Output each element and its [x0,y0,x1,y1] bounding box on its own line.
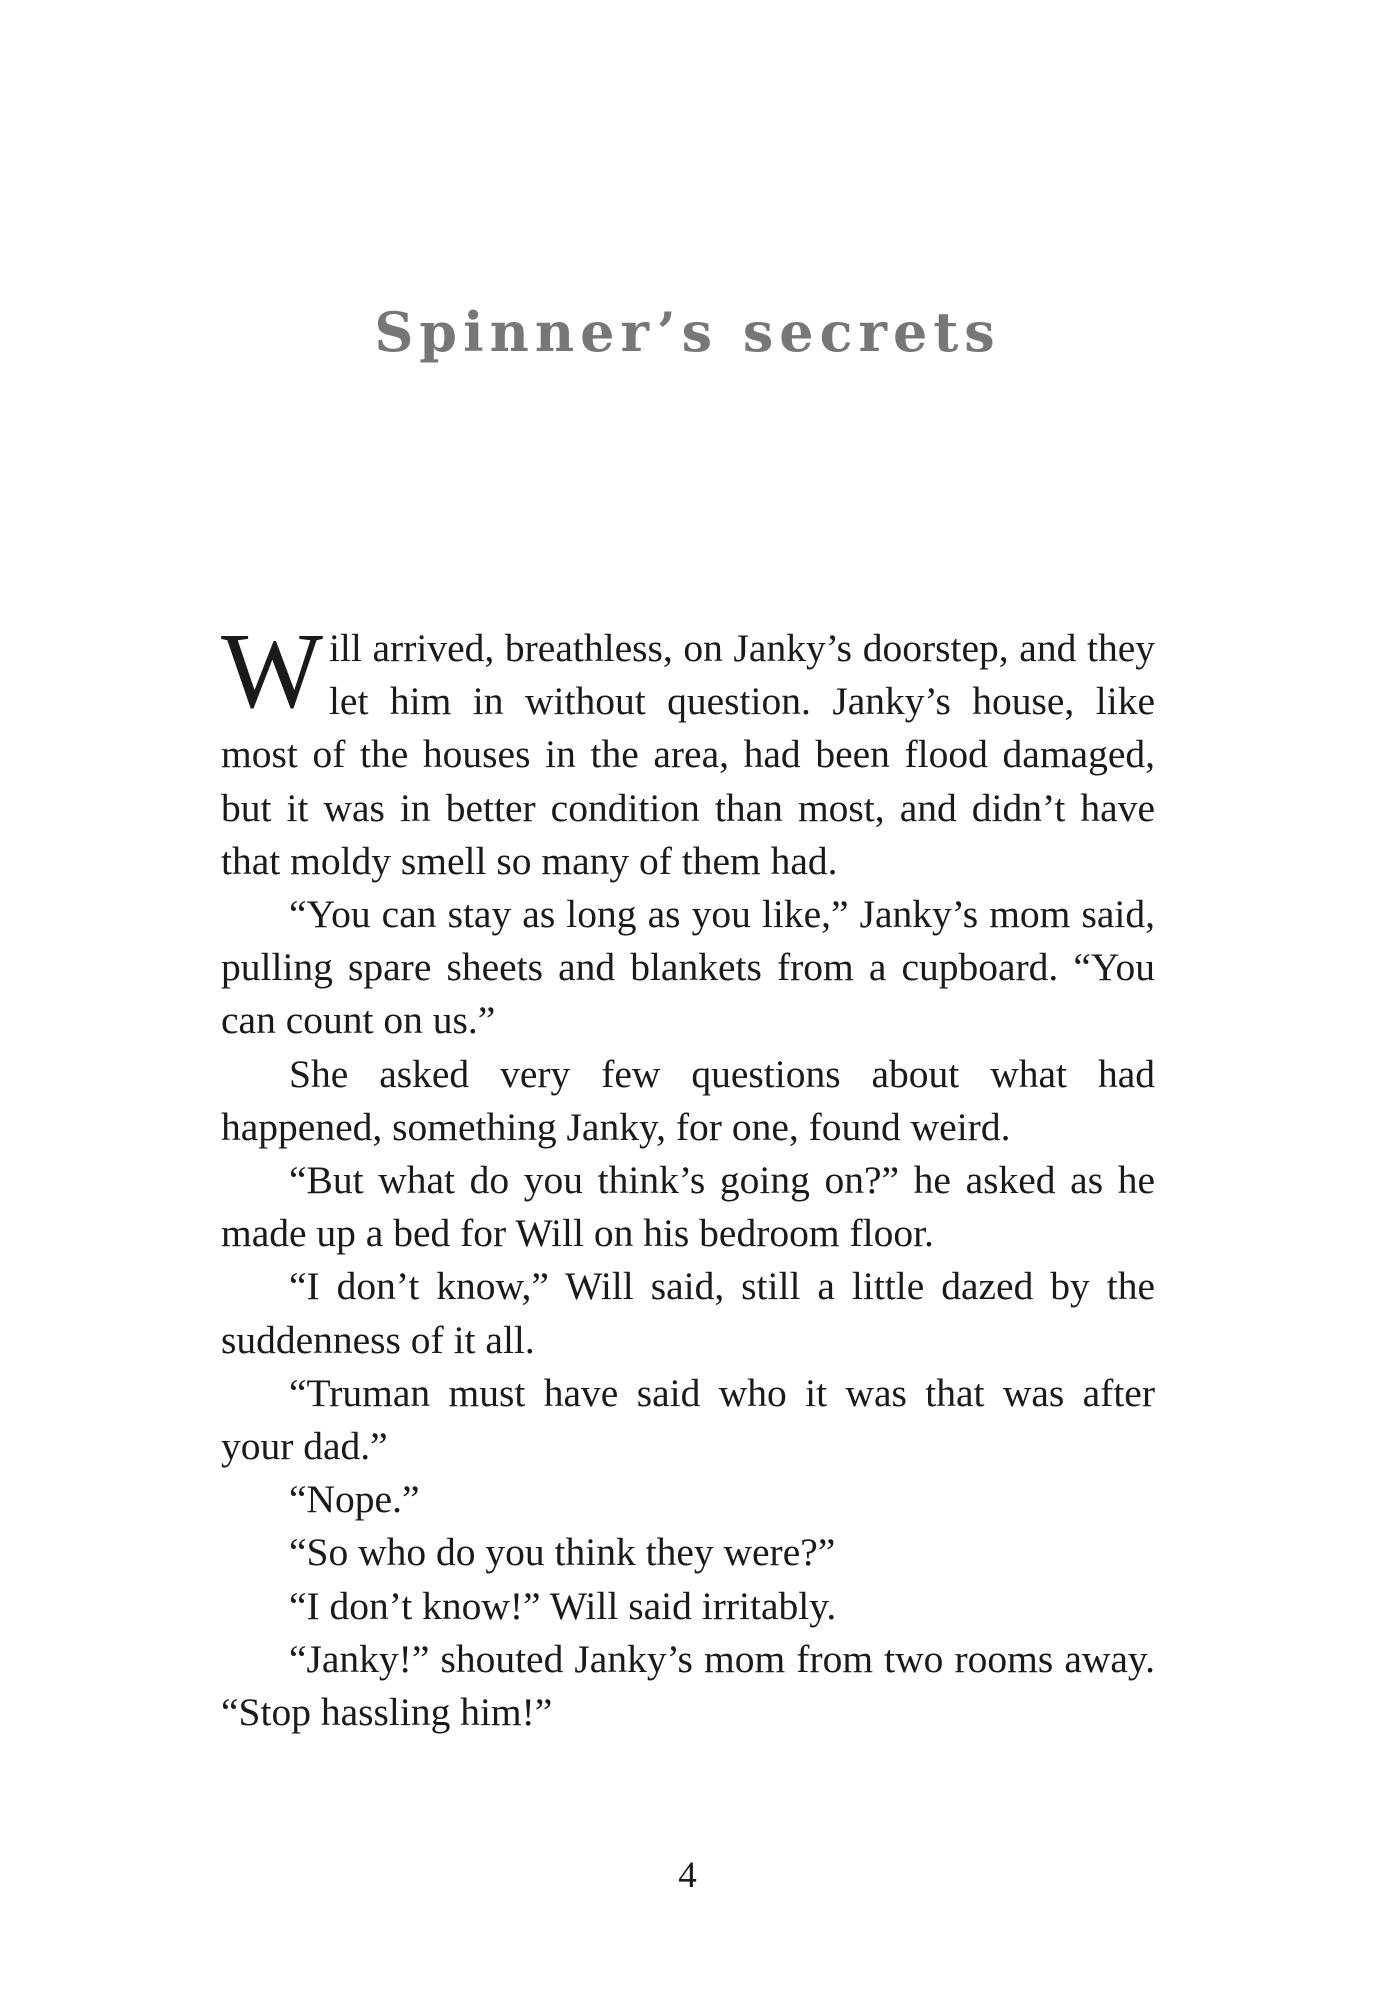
paragraph: “Janky!” shouted Janky’s mom from two rooms away. “Stop hassling him!” [221,1636,1155,1735]
paragraph-1 [221,612,1155,888]
page-number: 4 [678,1855,697,1896]
paragraph: “Truman must have said who it was that was after your dad.” [221,1370,1155,1469]
drop-cap: W [221,612,323,731]
paragraph: “But what do you think’s going on?” he asked as he made up a bed for Will on his bedroom floor. [221,1158,1155,1256]
paragraph: She asked very few questions about what had happened, something Janky, for one, found weird. [221,1051,1155,1149]
paragraph: “I don’t know!” Will said irritably. [289,1583,837,1628]
chapter-body [221,612,1155,1739]
paragraph: “I don’t know,” Will said, still a little dazed by the suddenness of it all. [221,1264,1155,1362]
paragraph: “You can stay as long as you like,” Janky’s mom said, pulling spare sheets and blankets from a cupboard. “You can count on us.” [221,892,1155,1043]
paragraph-1-text: ill arrived, breathless, on Janky’s doorstep, and they let him in without question. Janky’s house, like most of the houses in the area, had been flood damaged, but it was in better condition than most, and didn’t have that moldy smell so many of them had. [221,626,1155,883]
paragraph: “So who do you think they were?” [289,1530,836,1575]
paragraph: “Nope.” [289,1477,420,1522]
chapter-title: Spinner’s secrets [374,300,1001,364]
